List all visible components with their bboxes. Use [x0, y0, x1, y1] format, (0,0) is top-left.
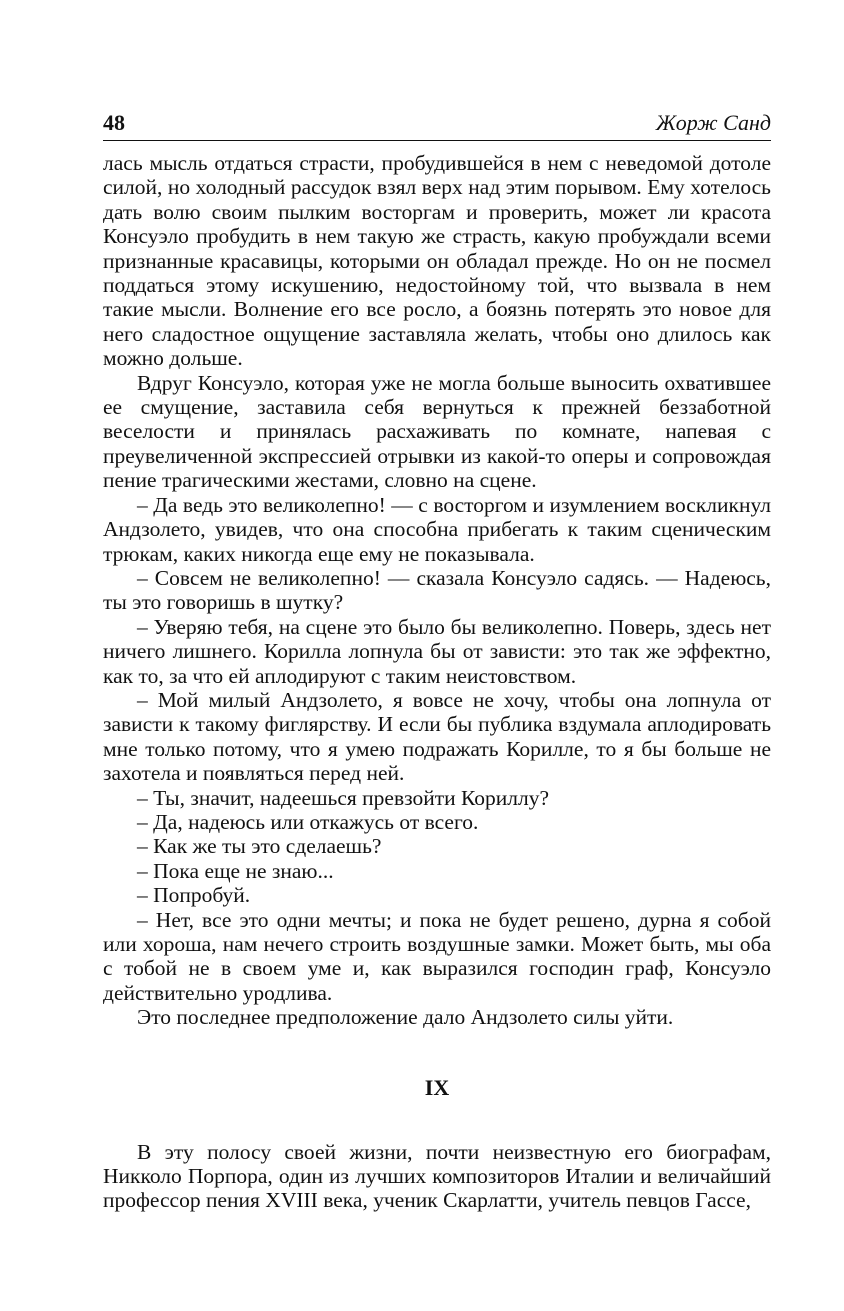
paragraph: – Совсем не великолепно! — сказала Консуэло садясь. — Надеюсь, ты это говоришь в шутку? [103, 565, 771, 615]
paragraph: – Ты, значит, надеешься превзойти Кориллу? [137, 785, 550, 810]
chapter-heading: IX [424, 1074, 450, 1100]
body-text-before [103, 151, 771, 1030]
book-page [103, 108, 771, 1213]
body-text-after [103, 1140, 771, 1213]
paragraph: – Как же ты это сделаешь? [137, 834, 382, 859]
running-header [103, 108, 771, 141]
paragraph: – Мой милый Андзолето, я вовсе не хочу, чтобы она лопнула от зависти к такому фиглярству. И если бы публика вздумала аплодировать мне только потому, что я умею подражать Корилле, то я бы больше не захотела и появляться перед ней. [103, 687, 771, 786]
paragraph: Вдруг Консуэло, которая уже не могла больше выносить охватившее ее смущение, заставила себя вернуться к прежней беззаботной веселости и принялась расхаживать по комнате, напевая с преувеличенной экспрессией отрывки из какой-то оперы и сопровождая пение трагическими жестами, словно на сцене. [103, 370, 771, 493]
paragraph: – Попробуй. [137, 883, 251, 908]
paragraph: лась мысль отдаться страсти, пробудившейся в нем с неведомой дотоле силой, но холодный рассудок взял верх над этим порывом. Ему хотелось дать волю своим пылким восторгам и проверить, может ли красота Консуэло пробудить в нем такую же страсть, какую пробуждали всеми признанные красавицы, которыми он обладал прежде. Но он не посмел поддаться этому искушению, недостойному той, что вызвала в нем такие мысли. Волнение его все росло, а боязнь потерять это новое для него сладостное ощущение заставляла желать, чтобы оно длилось как можно дольше. [103, 151, 771, 371]
paragraph: – Уверяю тебя, на сцене это было бы великолепно. Поверь, здесь нет ничего лишнего. Корилла лопнула бы от зависти: это так же эффектно, как то, за что ей аплодируют с таким неистовством. [103, 614, 771, 688]
paragraph: – Нет, все это одни мечты; и пока не будет решено, дурна я собой или хороша, нам нечего строить воздушные замки. Может быть, мы оба с тобой не в своем уме и, как выразился господин граф, Консуэло действительно уродлива. [103, 907, 771, 1005]
paragraph: В эту полосу своей жизни, почти неизвестную его биографам, Никколо Порпора, один из лучших композиторов Италии и величайший профессор пения XVIII века, ученик Скарлатти, учитель певцов Гассе, [103, 1139, 771, 1213]
author-name: Жорж Санд [655, 110, 771, 135]
paragraph: Это последнее предположение дало Андзолето силы уйти. [137, 1005, 674, 1030]
paragraph: – Да ведь это великолепно! — с восторгом и изумлением воскликнул Андзолето, увидев, что она способна прибегать к таким сценическим трюкам, каких никогда еще ему не показывала. [103, 492, 771, 566]
paragraph: – Пока еще не знаю... [137, 858, 334, 883]
page-number: 48 [103, 110, 125, 135]
paragraph: – Да, надеюсь или откажусь от всего. [137, 809, 479, 834]
